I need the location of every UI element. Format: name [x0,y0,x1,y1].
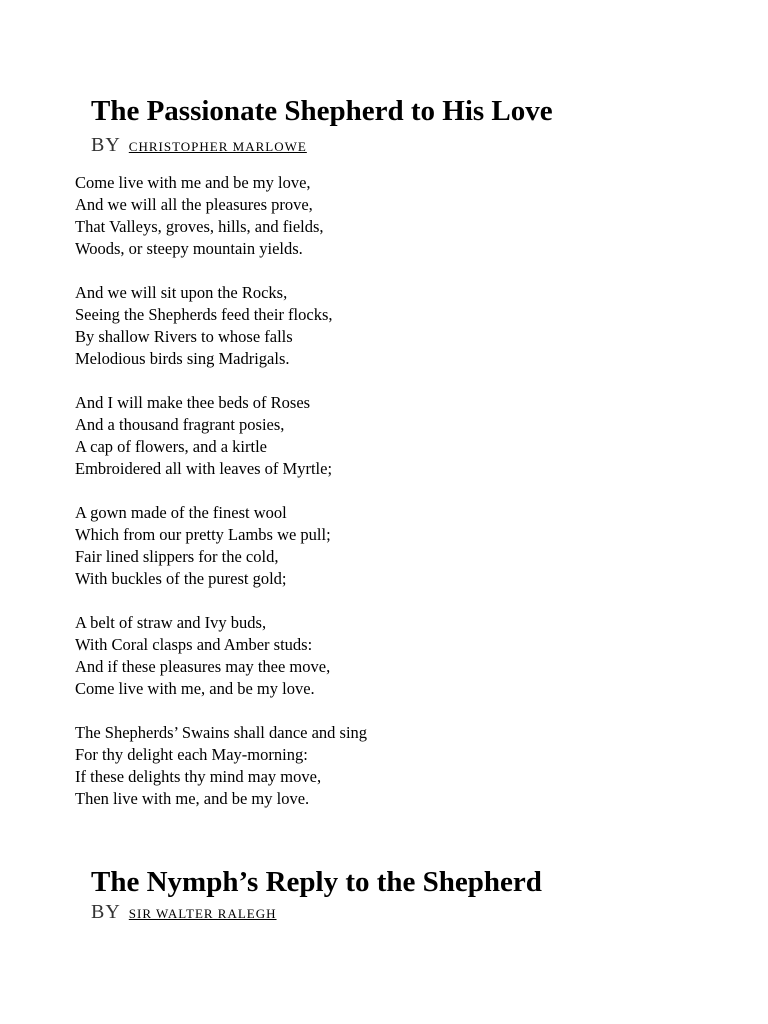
poem-line: And I will make thee beds of Roses [75,393,311,412]
poem-line: For thy delight each May-morning: [75,745,308,764]
poem-line: And a thousand fragrant posies, [75,415,285,434]
poem-line: That Valleys, groves, hills, and fields, [75,217,324,236]
poem-line: Embroidered all with leaves of Myrtle; [75,459,333,478]
poem-line: By shallow Rivers to whose falls [75,327,293,346]
poem-line: Seeing the Shepherds feed their flocks, [75,305,333,324]
poem-line: And we will sit upon the Rocks, [75,283,288,302]
stanza [75,282,367,370]
poem-line: With Coral clasps and Amber studs: [75,635,313,654]
byline-prefix: BY [91,901,121,923]
poem-line: Which from our pretty Lambs we pull; [75,525,331,544]
poem-line: Come live with me and be my love, [75,173,311,192]
poem-line: Then live with me, and be my love. [75,789,310,808]
byline-prefix: BY [91,134,121,156]
stanza [75,502,367,590]
poem-body [75,172,367,832]
poem-line: With buckles of the purest gold; [75,569,287,588]
poem-line: A gown made of the finest wool [75,503,287,522]
poem-line: A belt of straw and Ivy buds, [75,613,267,632]
author-link[interactable]: SIR WALTER RALEGH [128,906,277,921]
poem-line: A cap of flowers, and a kirtle [75,437,267,456]
poem-line: And we will all the pleasures prove, [75,195,313,214]
poem-line: Come live with me, and be my love. [75,679,315,698]
poem-title: The Passionate Shepherd to His Love [91,95,553,127]
stanza [75,392,367,480]
stanza [75,172,367,260]
poem-line: If these delights thy mind may move, [75,767,322,786]
stanza [75,612,367,700]
poem-line: Fair lined slippers for the cold, [75,547,279,566]
author-link[interactable]: CHRISTOPHER MARLOWE [128,139,307,154]
byline [91,134,307,157]
poem-line: The Shepherds’ Swains shall dance and sing [75,723,368,742]
poem-title: The Nymph’s Reply to the Shepherd [91,866,542,898]
byline [91,901,277,924]
poem-line: Woods, or steepy mountain yields. [75,239,303,258]
poem-line: Melodious birds sing Madrigals. [75,349,290,368]
poem-line: And if these pleasures may thee move, [75,657,331,676]
stanza [75,722,367,810]
